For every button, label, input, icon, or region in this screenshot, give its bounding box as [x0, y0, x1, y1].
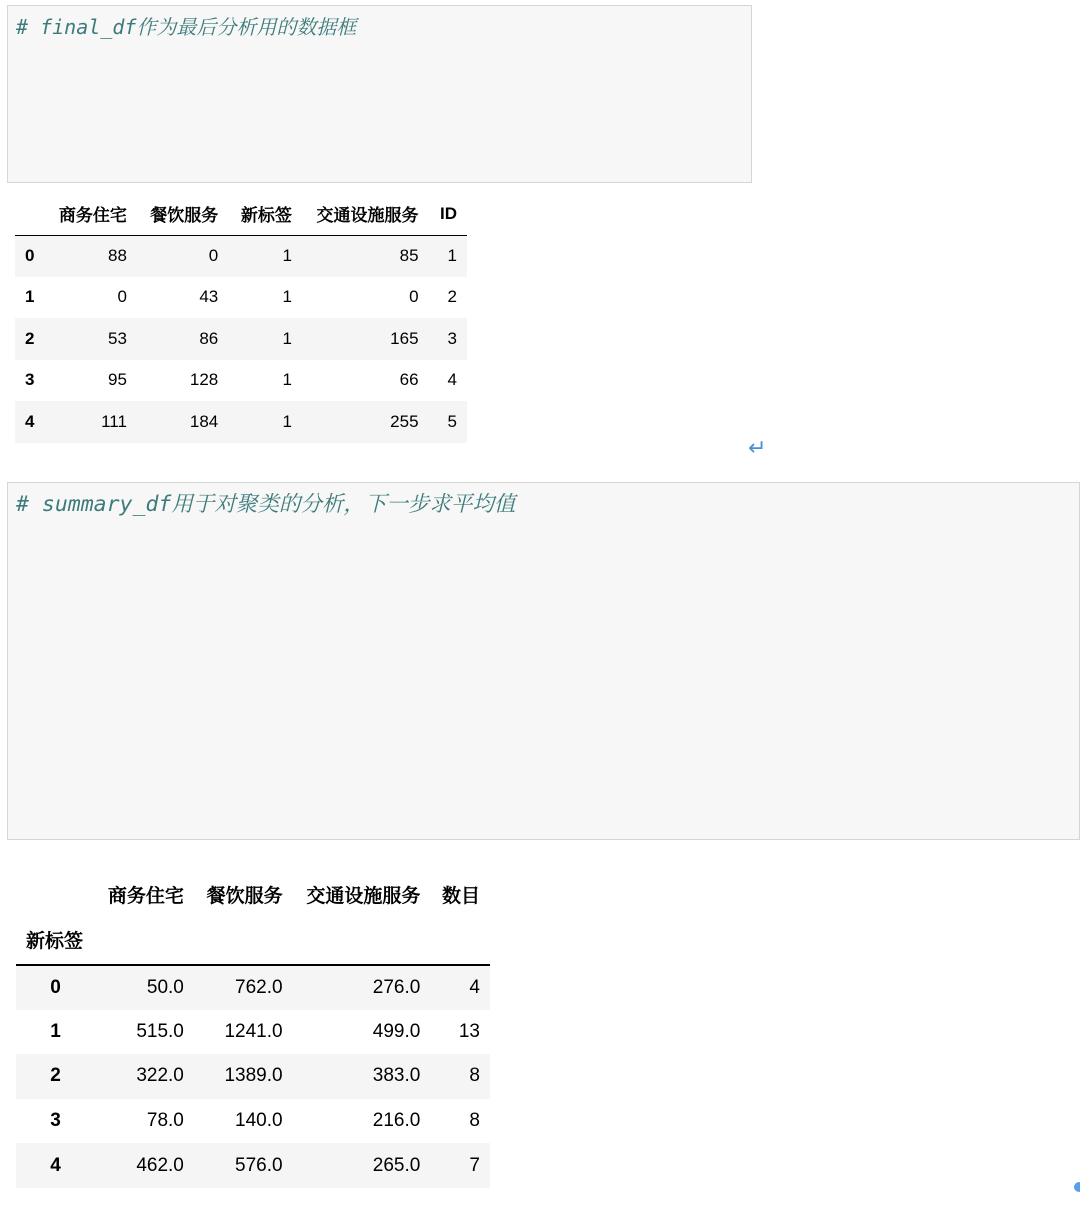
code-line — [16, 491, 1079, 840]
table-cell: 1 — [447, 246, 457, 265]
index-name: 新标签 — [26, 931, 84, 952]
column-header: 商务住宅 — [107, 885, 184, 907]
table-cell: 8 — [469, 1110, 480, 1132]
code-cell-2[interactable] — [7, 482, 1080, 840]
row-index: 1 — [25, 287, 35, 307]
table-cell: 265.0 — [372, 1154, 421, 1176]
table-cell: 1 — [282, 370, 292, 390]
column-header: 数目 — [441, 885, 480, 907]
table-cell: 762.0 — [235, 976, 283, 998]
table-row — [16, 1010, 490, 1055]
row-index: 1 — [50, 1020, 61, 1042]
table-row — [15, 235, 467, 277]
table-row — [16, 965, 490, 1010]
table-cell: 255 — [390, 411, 419, 431]
table-cell: 50.0 — [146, 976, 184, 998]
enter-return-icon: ↵ — [748, 436, 767, 461]
column-header: 商务住宅 — [58, 206, 127, 226]
row-index: 0 — [25, 246, 35, 265]
table-cell: 1 — [282, 328, 292, 348]
table-cell: 184 — [189, 411, 219, 431]
table-cell: 7 — [469, 1154, 480, 1176]
column-header — [15, 193, 46, 235]
table-cell: 66 — [399, 370, 419, 390]
table-cell: 5 — [447, 411, 457, 431]
table-cell: 8 — [469, 1065, 480, 1087]
table-cell: 1241.0 — [224, 1020, 283, 1042]
table-header-row — [16, 873, 490, 915]
table-cell: 85 — [399, 246, 419, 265]
column-header: 餐饮服务 — [206, 885, 283, 907]
table-row — [15, 318, 467, 360]
table-cell: 383.0 — [372, 1065, 421, 1087]
table-cell: 1 — [282, 246, 292, 265]
table-cell: 322.0 — [136, 1065, 184, 1087]
code-line — [16, 14, 751, 183]
summary-output-table — [16, 873, 490, 1188]
table-cell: 462.0 — [136, 1154, 184, 1176]
row-index: 3 — [50, 1110, 61, 1132]
table-row — [16, 1143, 490, 1188]
table-row — [15, 277, 467, 319]
table-cell: 78.0 — [146, 1110, 184, 1132]
column-header — [16, 873, 95, 915]
column-header: 餐饮服务 — [150, 206, 219, 226]
table-cell: 111 — [101, 411, 127, 431]
table-cell: 1389.0 — [224, 1065, 283, 1087]
head-output-table — [15, 193, 467, 443]
table-cell: 515.0 — [136, 1020, 184, 1042]
code-cell-1[interactable] — [7, 5, 752, 183]
table-row — [16, 1099, 490, 1144]
column-header: ID — [440, 203, 457, 223]
scroll-indicator-dot — [1074, 1182, 1080, 1192]
table-cell: 0 — [409, 287, 419, 307]
table-cell: 0 — [117, 287, 127, 307]
code-token: # summary_df用于对聚类的分析，下一步求平均值 — [16, 492, 516, 517]
column-header: 新标签 — [240, 206, 292, 226]
table-cell: 140.0 — [235, 1110, 283, 1132]
table-cell: 3 — [447, 328, 457, 348]
code-token: # final_df作为最后分析用的数据框 — [16, 15, 357, 39]
table-cell: 43 — [199, 287, 219, 307]
table-cell: 276.0 — [372, 976, 421, 998]
table-cell: 4 — [447, 370, 457, 390]
table-cell: 13 — [458, 1020, 480, 1042]
table-row — [15, 401, 467, 443]
table-cell: 128 — [189, 370, 219, 390]
column-header: 交通设施服务 — [306, 885, 421, 907]
table-cell: 0 — [208, 246, 219, 265]
column-header: 交通设施服务 — [316, 206, 419, 226]
row-index: 4 — [25, 411, 35, 431]
row-index: 0 — [50, 976, 61, 998]
row-index: 2 — [25, 328, 35, 348]
table-header-row — [15, 193, 467, 235]
table-cell: 2 — [447, 287, 457, 307]
table-cell: 88 — [107, 246, 127, 265]
row-index: 2 — [50, 1065, 61, 1087]
table-row — [16, 1054, 490, 1099]
table-row — [15, 360, 467, 402]
table-cell: 95 — [107, 370, 127, 390]
row-index: 3 — [25, 370, 35, 390]
row-index: 4 — [50, 1154, 61, 1176]
table-cell: 1 — [282, 411, 292, 431]
table-cell: 86 — [199, 328, 219, 348]
table-cell: 53 — [107, 328, 127, 348]
table-cell: 216.0 — [372, 1110, 421, 1132]
table-cell: 165 — [390, 328, 419, 348]
table-cell: 1 — [282, 287, 292, 307]
table-cell: 499.0 — [372, 1020, 421, 1042]
table-cell: 576.0 — [235, 1154, 283, 1176]
table-cell: 4 — [469, 976, 480, 998]
index-name-row — [16, 915, 490, 965]
